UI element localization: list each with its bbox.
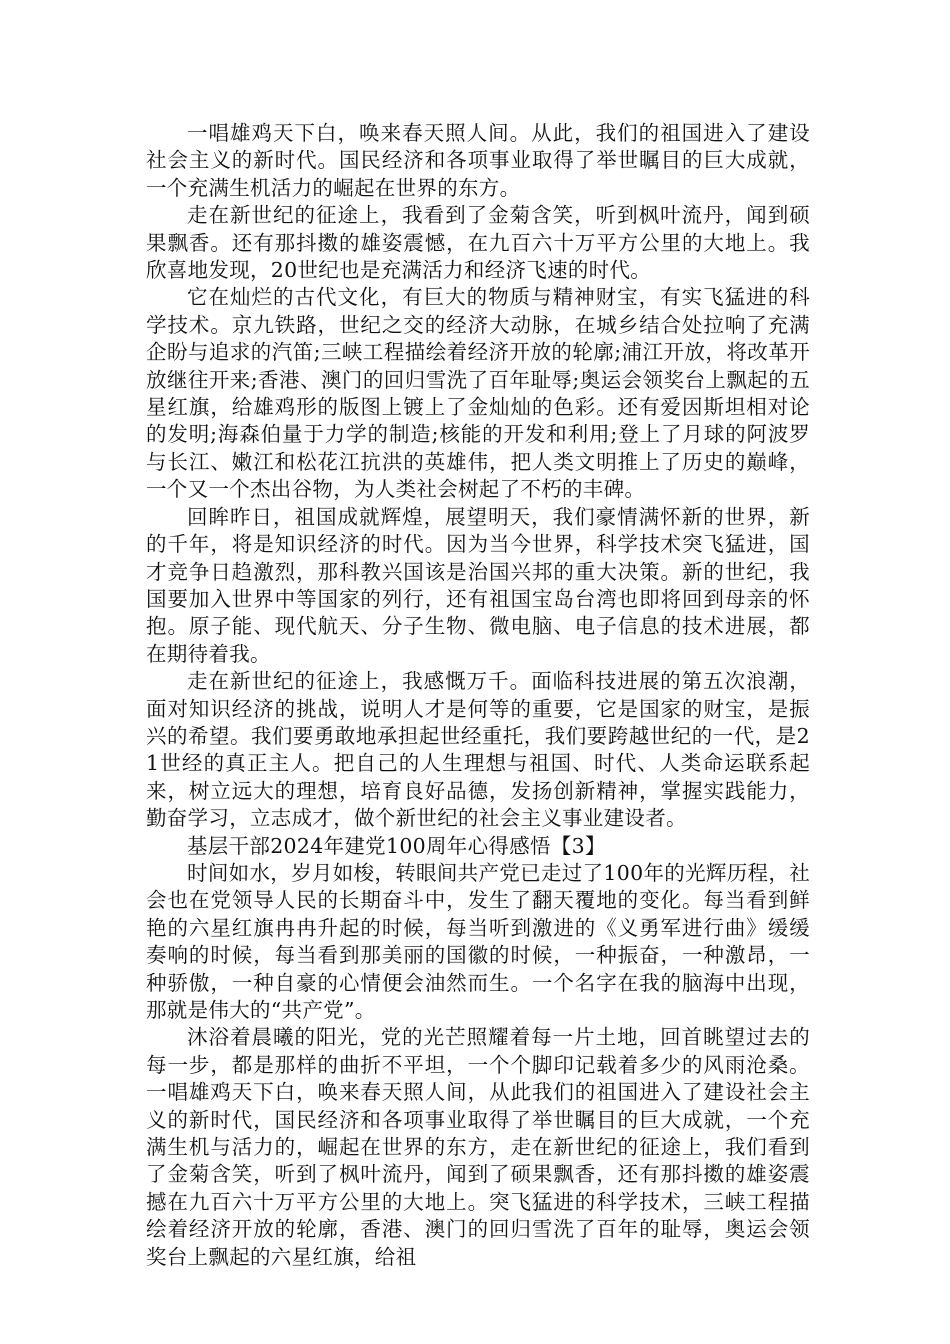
body-paragraph-4: 回眸昨日，祖国成就辉煌，展望明天，我们豪情满怀新的世界，新的千年，将是知识经济的时代。因为当今世界，科学技术突飞猛进，国才竞争日趋激烈，那科教兴国该是治国兴邦的重大决策。新的世纪，我国要加入世界中等国家的列行，还有祖国宝岛台湾也即将回到母亲的怀抱。原子能、现代航天、分子生物、微电脑、电子信息的技术进展，都在期待着我。 xyxy=(146,504,810,666)
body-paragraph-2: 走在新世纪的征途上，我看到了金菊含笑，听到枫叶流丹，闻到硕果飘香。还有那抖擞的雄姿震憾，在九百六十万平方公里的大地上。我欣喜地发现，20世纪也是充满活力和经济飞速的时代。 xyxy=(146,203,810,283)
body-paragraph-6: 时间如水，岁月如梭，转眼间共产党已走过了100年的光辉历程，社会也在党领导人民的长期奋斗中，发生了翻天覆地的变化。每当看到鲜艳的六星红旗冉冉升起的时候，每当听到激进的《义勇军进行曲》缓缓奏响的时候，每当看到那美丽的国徽的时候，一种振奋，一种激昂，一种骄傲，一种自豪的心情便会油然而生。一个名字在我的脑海中出现，那就是伟大的“共产党”。 xyxy=(146,860,810,1022)
section-heading: 基层干部2024年建党100周年心得感悟【3】 xyxy=(187,833,606,858)
body-paragraph-1: 一唱雄鸡天下白，唤来春天照人间。从此，我们的祖国进入了建设社会主义的新时代。国民经济和各项事业取得了举世瞩目的巨大成就，一个充满生机活力的崛起在世界的东方。 xyxy=(146,121,810,200)
document-body xyxy=(146,120,810,1271)
body-paragraph-5: 走在新世纪的征途上，我感慨万千。面临科技进展的第五次浪潮，面对知识经济的挑战，说明人才是何等的重要，它是国家的财宝，是振兴的希望。我们要勇敢地承担起世经重托，我们要跨越世纪的一代，是21世经的真正主人。把自己的人生理想与祖国、时代、人类命运联系起来，树立远大的理想，培育良好品德，发扬创新精神，掌握实践能力，勤奋学习，立志成才，做个新世纪的社会主义事业建设者。 xyxy=(146,669,810,831)
body-paragraph-7: 沐浴着晨曦的阳光，党的光芒照耀着每一片土地，回首眺望过去的每一步，都是那样的曲折不平坦，一个个脚印记载着多少的风雨沧桑。一唱雄鸡天下白，唤来春天照人间，从此我们的祖国进入了建设社会主义的新时代，国民经济和各项事业取得了举世瞩目的巨大成就，一个充满生机与活力的，崛起在世界的东方，走在新世纪的征途上，我们看到了金菊含笑，听到了枫叶流丹，闻到了硕果飘香，还有那抖擞的雄姿震撼在九百六十万平方公里的大地上。突飞猛进的科学技术，三峡工程描绘着经济开放的轮廓，香港、澳门的回归雪洗了百年的耻辱，奥运会领奖台上飘起的六星红旗，给祖 xyxy=(146,1025,810,1269)
body-paragraph-3: 它在灿烂的古代文化，有巨大的物质与精神财宝，有实飞猛进的科学技术。京九铁路，世纪之交的经济大动脉，在城乡结合处拉响了充满企盼与追求的汽笛;三峡工程描绘着经济开放的轮廓;浦江开放，将改革开放继往开来;香港、澳门的回归雪洗了百年耻辱;奥运会领奖台上飘起的五星红旗，给雄鸡形的版图上镀上了金灿灿的色彩。还有爱因斯坦相对论的发明;海森伯量于力学的制造;核能的开发和利用;登上了月球的阿波罗与长江、嫩江和松花江抗洪的英雄伟，把人类文明推上了历史的巅峰，一个又一个杰出谷物，为人类社会树起了不朽的丰碑。 xyxy=(146,285,810,502)
